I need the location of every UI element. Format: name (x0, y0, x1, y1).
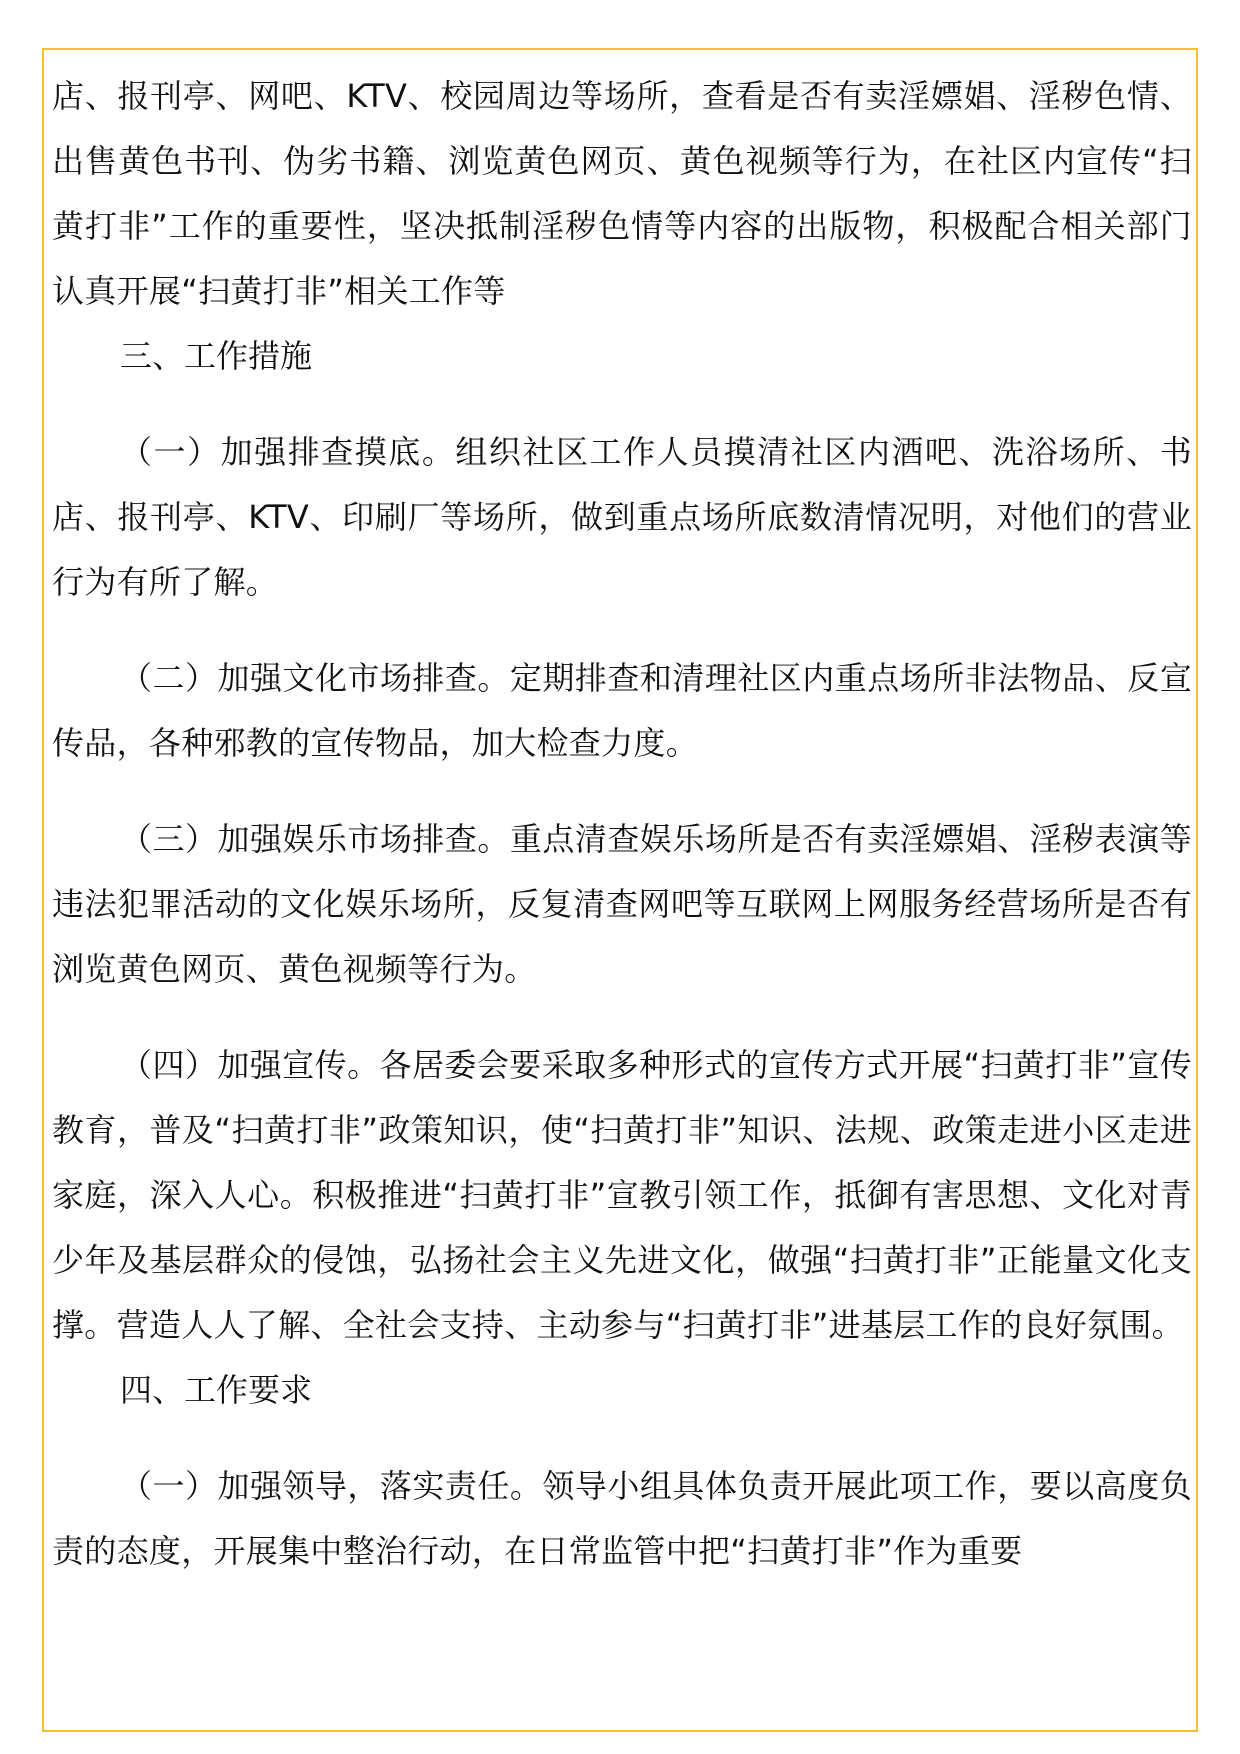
paragraph-continuation: 店、报刊亭、网吧、KTV、校园周边等场所，查看是否有卖淫嫖娼、淫秽色情、出售黄色书刊、伪劣书籍、浏览黄色网页、黄色视频等行为，在社区内宣传“扫黄打非”工作的重要性，坚决抵制淫秽色情等内容的出版物，积极配合相关部门认真开展“扫黄打非”相关工作等 (52, 77, 1192, 310)
paragraph-measure-4: （四）加强宣传。各居委会要采取多种形式的宣传方式开展“扫黄打非”宣传教育，普及“扫黄打非”政策知识，使“扫黄打非”知识、法规、政策走进小区走进家庭，深入人心。积极推进“扫黄打非”宣教引领工作，抵御有害思想、文化对青少年及基层群众的侵蚀，弘扬社会主义先进文化，做强“扫黄打非”正能量文化支撑。营造人人了解、全社会支持、主动参与“扫黄打非”进基层工作的良好氛围。 (52, 1046, 1192, 1344)
paragraph-measure-2: （二）加强文化市场排查。定期排查和清理社区内重点场所非法物品、反宣传品，各种邪教的宣传物品，加大检查力度。 (52, 659, 1192, 762)
section-heading-work-requirements: 四、工作要求 (120, 1371, 313, 1409)
paragraph-measure-3: （三）加强娱乐市场排查。重点清查娱乐场所是否有卖淫嫖娼、淫秽表演等违法犯罪活动的文化娱乐场所，反复清查网吧等互联网上网服务经营场所是否有浏览黄色网页、黄色视频等行为。 (52, 820, 1192, 988)
section-heading-work-measures: 三、工作措施 (120, 337, 313, 375)
paragraph-requirement-1: （一）加强领导，落实责任。领导小组具体负责开展此项工作，要以高度负责的态度，开展集中整治行动，在日常监管中把“扫黄打非”作为重要 (52, 1467, 1192, 1570)
paragraph-measure-1: （一）加强排查摸底。组织社区工作人员摸清社区内酒吧、洗浴场所、书店、报刊亭、KTV、印刷厂等场所，做到重点场所底数清情况明，对他们的营业行为有所了解。 (52, 433, 1192, 601)
document-body (52, 64, 1192, 1584)
